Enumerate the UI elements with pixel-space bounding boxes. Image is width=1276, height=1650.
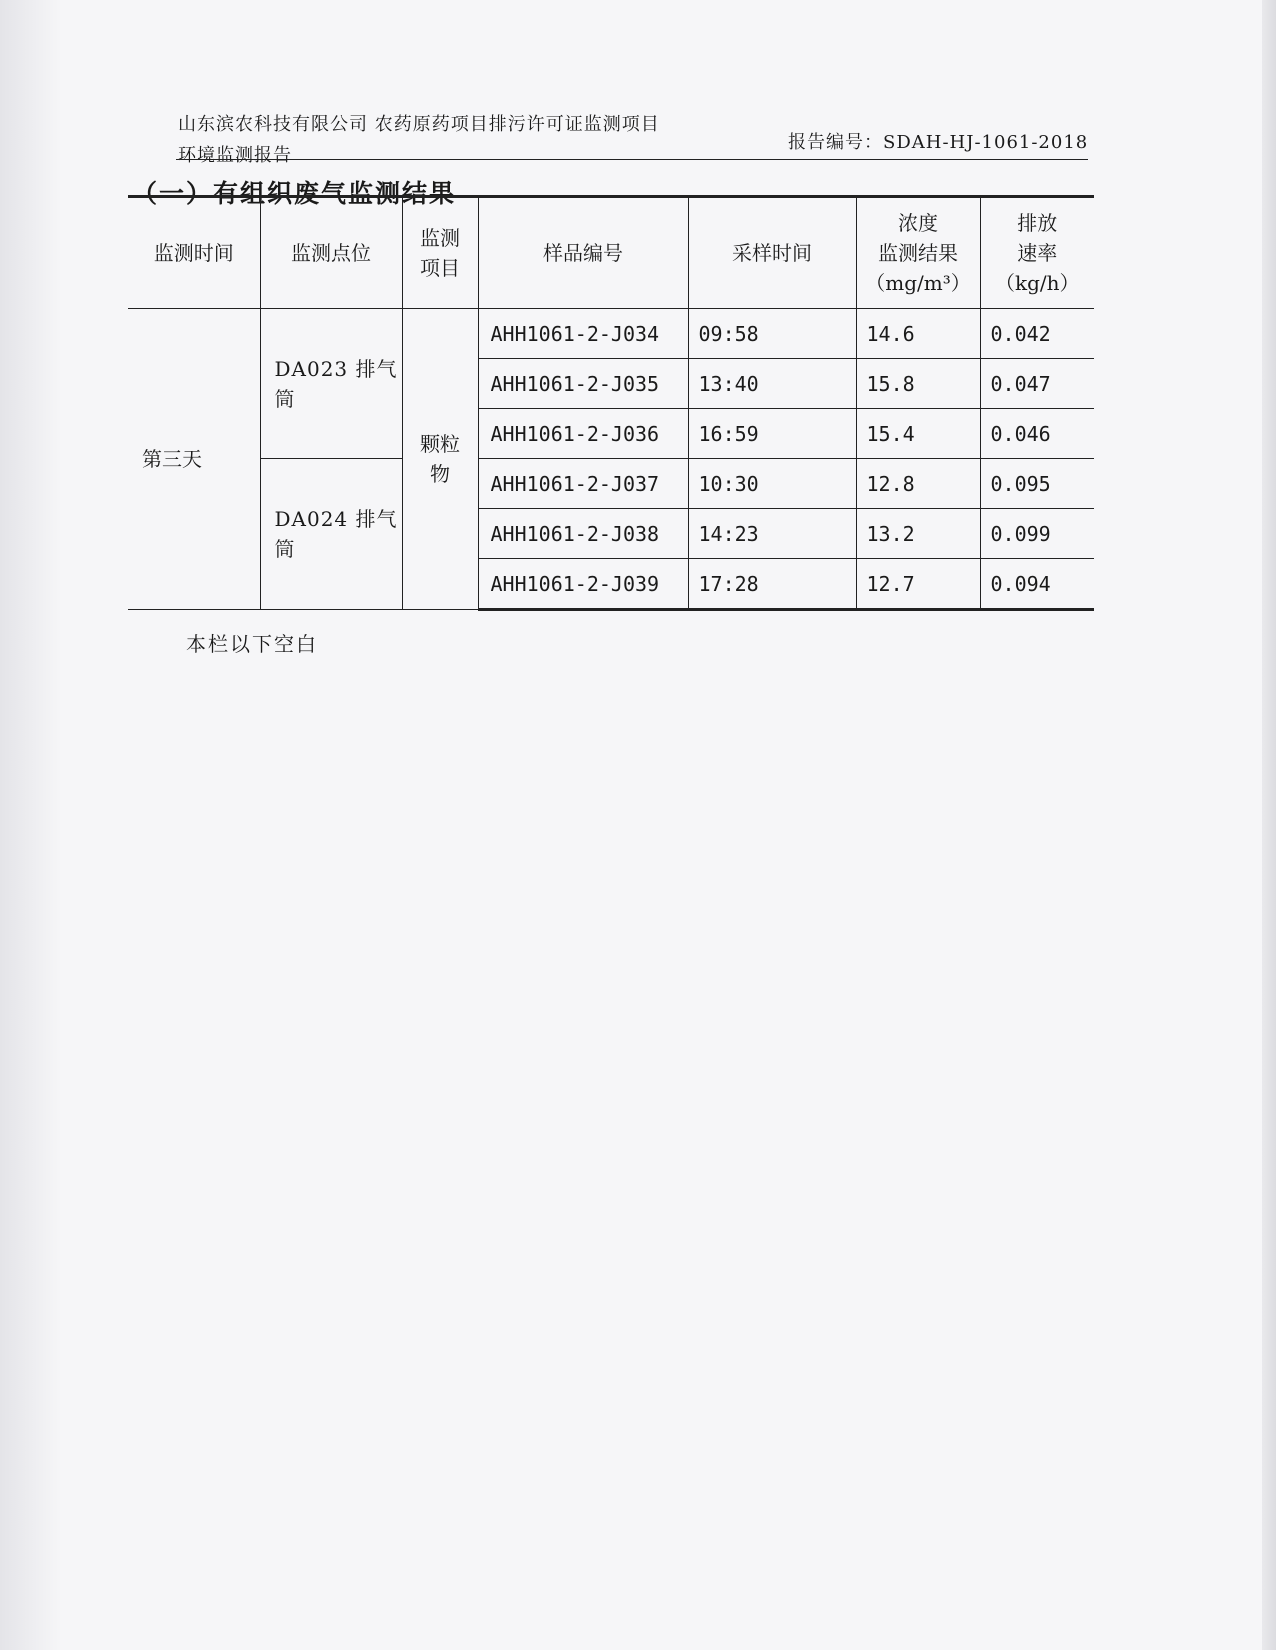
cell-sampling-time: 10:30: [688, 459, 856, 509]
cell-rate: 0.047: [980, 359, 1094, 409]
report-number-value: SDAH-HJ-1061-2018: [883, 132, 1089, 153]
header-conc-unit: （mg/m³）: [865, 271, 971, 295]
cell-concentration: 15.4: [856, 409, 980, 459]
section-title: （一）有组织废气监测结果: [132, 179, 457, 208]
table-row: [128, 309, 1094, 359]
header-conc-line1: 浓度: [898, 211, 938, 235]
cell-sampling-time: 14:23: [688, 509, 856, 559]
cell-day: 第三天: [128, 309, 260, 610]
header-point: 监测点位: [260, 197, 402, 309]
cell-concentration: 12.8: [856, 459, 980, 509]
header-concentration: [856, 197, 980, 309]
table-row: [128, 459, 1094, 509]
cell-point-da023: DA023 排气筒: [260, 309, 402, 459]
page-binding-shadow: [0, 0, 62, 1650]
report-number-label: 报告编号：: [788, 132, 883, 153]
cell-rate: 0.095: [980, 459, 1094, 509]
header-time: 监测时间: [128, 197, 260, 309]
cell-sampling-time: 13:40: [688, 359, 856, 409]
cell-sample: AHH1061-2-J038: [478, 509, 688, 559]
cell-sampling-time: 17:28: [688, 559, 856, 610]
header-rate-line2: 速率: [1017, 241, 1058, 265]
cell-concentration: 15.8: [856, 359, 980, 409]
cell-item: 颗粒物: [402, 309, 478, 610]
cell-sample: AHH1061-2-J039: [478, 559, 688, 610]
header-item: 监测项目: [402, 197, 478, 309]
page-edge-shadow: [1262, 0, 1276, 1650]
header-rule: [176, 159, 1088, 160]
cell-sample: AHH1061-2-J036: [478, 409, 688, 459]
cell-concentration: 13.2: [856, 509, 980, 559]
cell-rate: 0.042: [980, 309, 1094, 359]
cell-point-da024: DA024 排气筒: [260, 459, 402, 610]
report-number: [788, 128, 1088, 154]
blank-below-note: 本栏以下空白: [186, 632, 318, 656]
header-company-line: 山东滨农科技有限公司 农药原药项目排污许可证监测项目: [178, 114, 660, 135]
cell-sample: AHH1061-2-J034: [478, 309, 688, 359]
cell-concentration: 14.6: [856, 309, 980, 359]
cell-concentration: 12.7: [856, 559, 980, 610]
table-header-row: [128, 197, 1094, 309]
header-rate: [980, 197, 1094, 309]
header-conc-line2: 监测结果: [878, 241, 958, 265]
header-rate-line1: 排放: [1017, 211, 1058, 235]
header-sampling-time: 采样时间: [688, 197, 856, 309]
header-report-type: 环境监测报告: [178, 145, 292, 166]
cell-sampling-time: 09:58: [688, 309, 856, 359]
header-rate-unit: （kg/h）: [994, 271, 1080, 295]
cell-rate: 0.046: [980, 409, 1094, 459]
results-table: [128, 195, 1094, 611]
cell-rate: 0.099: [980, 509, 1094, 559]
cell-sampling-time: 16:59: [688, 409, 856, 459]
cell-sample: AHH1061-2-J037: [478, 459, 688, 509]
cell-sample: AHH1061-2-J035: [478, 359, 688, 409]
cell-rate: 0.094: [980, 559, 1094, 610]
header-sample-id: 样品编号: [478, 197, 688, 309]
